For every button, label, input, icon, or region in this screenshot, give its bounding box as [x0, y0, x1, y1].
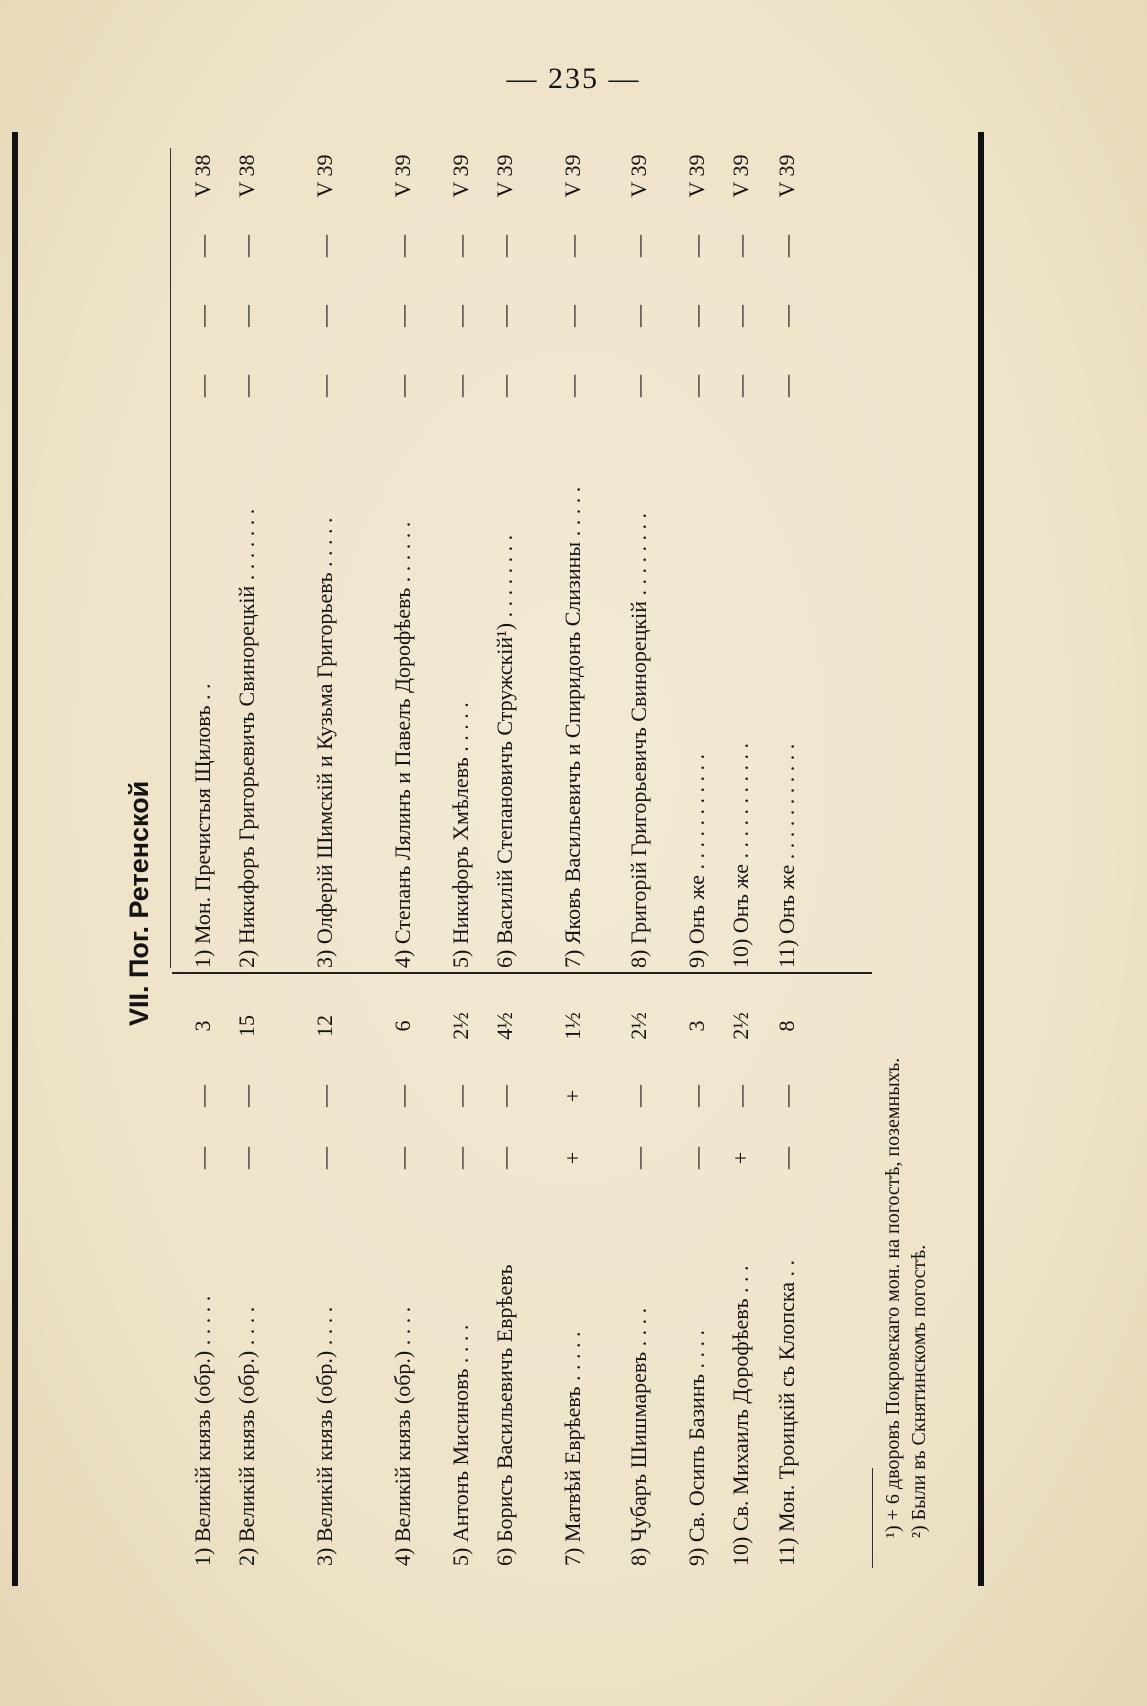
left-name-cell: 11) Мон. Троицкій съ Клопска . . — [774, 1260, 799, 1566]
right-col1-cell: — — [626, 375, 651, 397]
right-col1-cell: — — [492, 375, 517, 397]
left-col3-cell: 4½ — [492, 1012, 517, 1040]
left-name-cell: 7) Матвѣй Еврѣевъ . . . . . — [560, 1331, 585, 1566]
left-col1-cell: — — [234, 1147, 259, 1169]
left-col2-cell: + — [560, 1089, 585, 1103]
right-col3-cell: — — [312, 235, 337, 257]
reference-cell: V 39 — [774, 154, 799, 198]
column-divider — [172, 972, 872, 974]
right-col3-cell: — — [492, 235, 517, 257]
top-rule — [12, 132, 18, 1586]
right-col3-cell: — — [560, 235, 585, 257]
right-name-cell: 5) Никифоръ Хмѣлевъ . . . . . — [448, 702, 473, 968]
reference-cell: V 39 — [312, 154, 337, 198]
page-number: — 235 — — [506, 62, 641, 95]
right-col1-cell: — — [312, 375, 337, 397]
right-col2-cell: — — [774, 305, 799, 327]
right-col2-cell: — — [684, 305, 709, 327]
left-col3-cell: 12 — [312, 1015, 337, 1037]
reference-cell: V 39 — [684, 154, 709, 198]
left-name-cell: 10) Св. Михаилъ Дорофѣевъ . . . — [728, 1265, 753, 1566]
left-col3-cell: 2½ — [626, 1012, 651, 1040]
left-col1-cell: — — [448, 1147, 473, 1169]
left-name-cell: 3) Великій князь (обр.) . . . . — [312, 1306, 337, 1566]
left-col3-cell: 8 — [774, 1020, 799, 1032]
header-underline — [170, 148, 171, 968]
right-col3-cell: — — [448, 235, 473, 257]
left-name-cell: 9) Св. Осипъ Базинъ . . . . — [684, 1330, 709, 1566]
reference-cell: V 39 — [560, 154, 585, 198]
right-col3-cell: — — [728, 235, 753, 257]
reference-cell: V 39 — [390, 154, 415, 198]
right-col3-cell: — — [234, 235, 259, 257]
right-col2-cell: — — [390, 305, 415, 327]
left-col1-cell: — — [492, 1147, 517, 1169]
left-col1-cell: — — [312, 1147, 337, 1169]
reference-cell: V 39 — [448, 154, 473, 198]
right-col3-cell: — — [190, 235, 215, 257]
right-name-cell: 3) Олферій Шимскій и Кузьма Григорьевъ . . . . . — [312, 517, 337, 968]
left-col1-cell: — — [190, 1147, 215, 1169]
left-col2-cell: — — [728, 1085, 753, 1107]
reference-cell: V 39 — [492, 154, 517, 198]
right-name-cell: 11) Онъ же . . . . . . . . . . . — [774, 743, 799, 968]
left-col3-cell: 3 — [190, 1020, 215, 1032]
right-col2-cell: — — [190, 305, 215, 327]
footnotes — [880, 1058, 932, 1538]
left-col2-cell: — — [492, 1085, 517, 1107]
right-name-cell: 4) Степанъ Лялинъ и Павелъ Дорофѣевъ . . . . . . — [390, 521, 415, 968]
left-col1-cell: — — [684, 1147, 709, 1169]
left-col3-cell: 2½ — [728, 1012, 753, 1040]
right-col2-cell: — — [560, 305, 585, 327]
left-col1-cell: — — [774, 1147, 799, 1169]
right-col3-cell: — — [774, 235, 799, 257]
left-name-cell: 6) Борисъ Васильевичъ Еврѣевъ — [492, 1264, 517, 1566]
left-col3-cell: 15 — [234, 1015, 259, 1037]
right-col1-cell: — — [234, 375, 259, 397]
right-col2-cell: — — [728, 305, 753, 327]
right-col3-cell: — — [626, 235, 651, 257]
section-title: VII. Пог. Ретенской — [124, 780, 154, 1026]
left-col2-cell: — — [312, 1085, 337, 1107]
section-numeral: VII — [124, 992, 154, 1026]
right-col3-cell: — — [684, 235, 709, 257]
left-col2-cell: — — [390, 1085, 415, 1107]
left-col1-cell: — — [626, 1147, 651, 1169]
rotated-table — [12, 132, 984, 1586]
left-col1-cell: + — [560, 1151, 585, 1165]
right-col2-cell: — — [312, 305, 337, 327]
right-name-cell: 10) Онъ же . . . . . . . . . . . — [728, 742, 753, 968]
left-col2-cell: — — [190, 1085, 215, 1107]
left-name-cell: 8) Чубаръ Шишмаревъ . . . . — [626, 1307, 651, 1566]
left-col3-cell: 6 — [390, 1020, 415, 1032]
right-name-cell: 8) Григорій Григорьевичъ Свинорецкій . . . . . . . . — [626, 513, 651, 968]
right-name-cell: 2) Никифоръ Григорьевичъ Свинорецкій . . . . . . . — [234, 508, 259, 968]
reference-cell: V 38 — [190, 154, 215, 198]
left-col2-cell: — — [626, 1085, 651, 1107]
right-col2-cell: — — [626, 305, 651, 327]
footnote-2: ²) Были въ Скнятинскомъ погостѣ. — [908, 1244, 930, 1538]
right-name-cell: 9) Онъ же . . . . . . . . . . . — [684, 753, 709, 968]
left-col2-cell: — — [448, 1085, 473, 1107]
footnote-1: ¹) + 6 дворовъ Покровскаго мон. на погостѣ, поземныхъ. — [882, 1057, 904, 1538]
rotated-table-wrapper — [12, 132, 984, 1586]
bottom-rule — [978, 132, 984, 1586]
left-col3-cell: 3 — [684, 1020, 709, 1032]
right-col1-cell: — — [728, 375, 753, 397]
left-col3-cell: 1½ — [560, 1012, 585, 1040]
left-col3-cell: 2½ — [448, 1012, 473, 1040]
right-col3-cell: — — [390, 235, 415, 257]
right-name-cell: 1) Мон. Пречистыя Щиловъ . . — [190, 683, 215, 968]
left-name-cell: 2) Великій князь (обр.) . . . . — [234, 1306, 259, 1566]
left-col2-cell: — — [774, 1085, 799, 1107]
right-col1-cell: — — [774, 375, 799, 397]
right-name-cell: 6) Василій Степановичъ Стружскій¹) . . . . . . . . — [492, 534, 517, 968]
right-name-cell: 7) Яковъ Васильевичъ и Спиридонъ Слизины . . . . . — [560, 486, 585, 968]
right-col2-cell: — — [234, 305, 259, 327]
right-col2-cell: — — [448, 305, 473, 327]
left-name-cell: 5) Антонъ Мисиновъ . . . . — [448, 1324, 473, 1566]
left-name-cell: 4) Великій князь (обр.) . . . . — [390, 1306, 415, 1566]
right-col1-cell: — — [190, 375, 215, 397]
reference-cell: V 39 — [728, 154, 753, 198]
right-col1-cell: — — [684, 375, 709, 397]
reference-cell: V 38 — [234, 154, 259, 198]
left-name-cell: 1) Великій князь (обр.) . . . . . — [190, 1295, 215, 1566]
right-col1-cell: — — [560, 375, 585, 397]
right-col2-cell: — — [492, 305, 517, 327]
right-col1-cell: — — [390, 375, 415, 397]
left-col2-cell: — — [684, 1085, 709, 1107]
left-col2-cell: — — [234, 1085, 259, 1107]
right-col1-cell: — — [448, 375, 473, 397]
left-col1-cell: + — [728, 1151, 753, 1165]
section-name: Пог. Ретенской — [124, 780, 154, 978]
left-col1-cell: — — [390, 1147, 415, 1169]
footnote-separator — [872, 1468, 873, 1568]
reference-cell: V 39 — [626, 154, 651, 198]
